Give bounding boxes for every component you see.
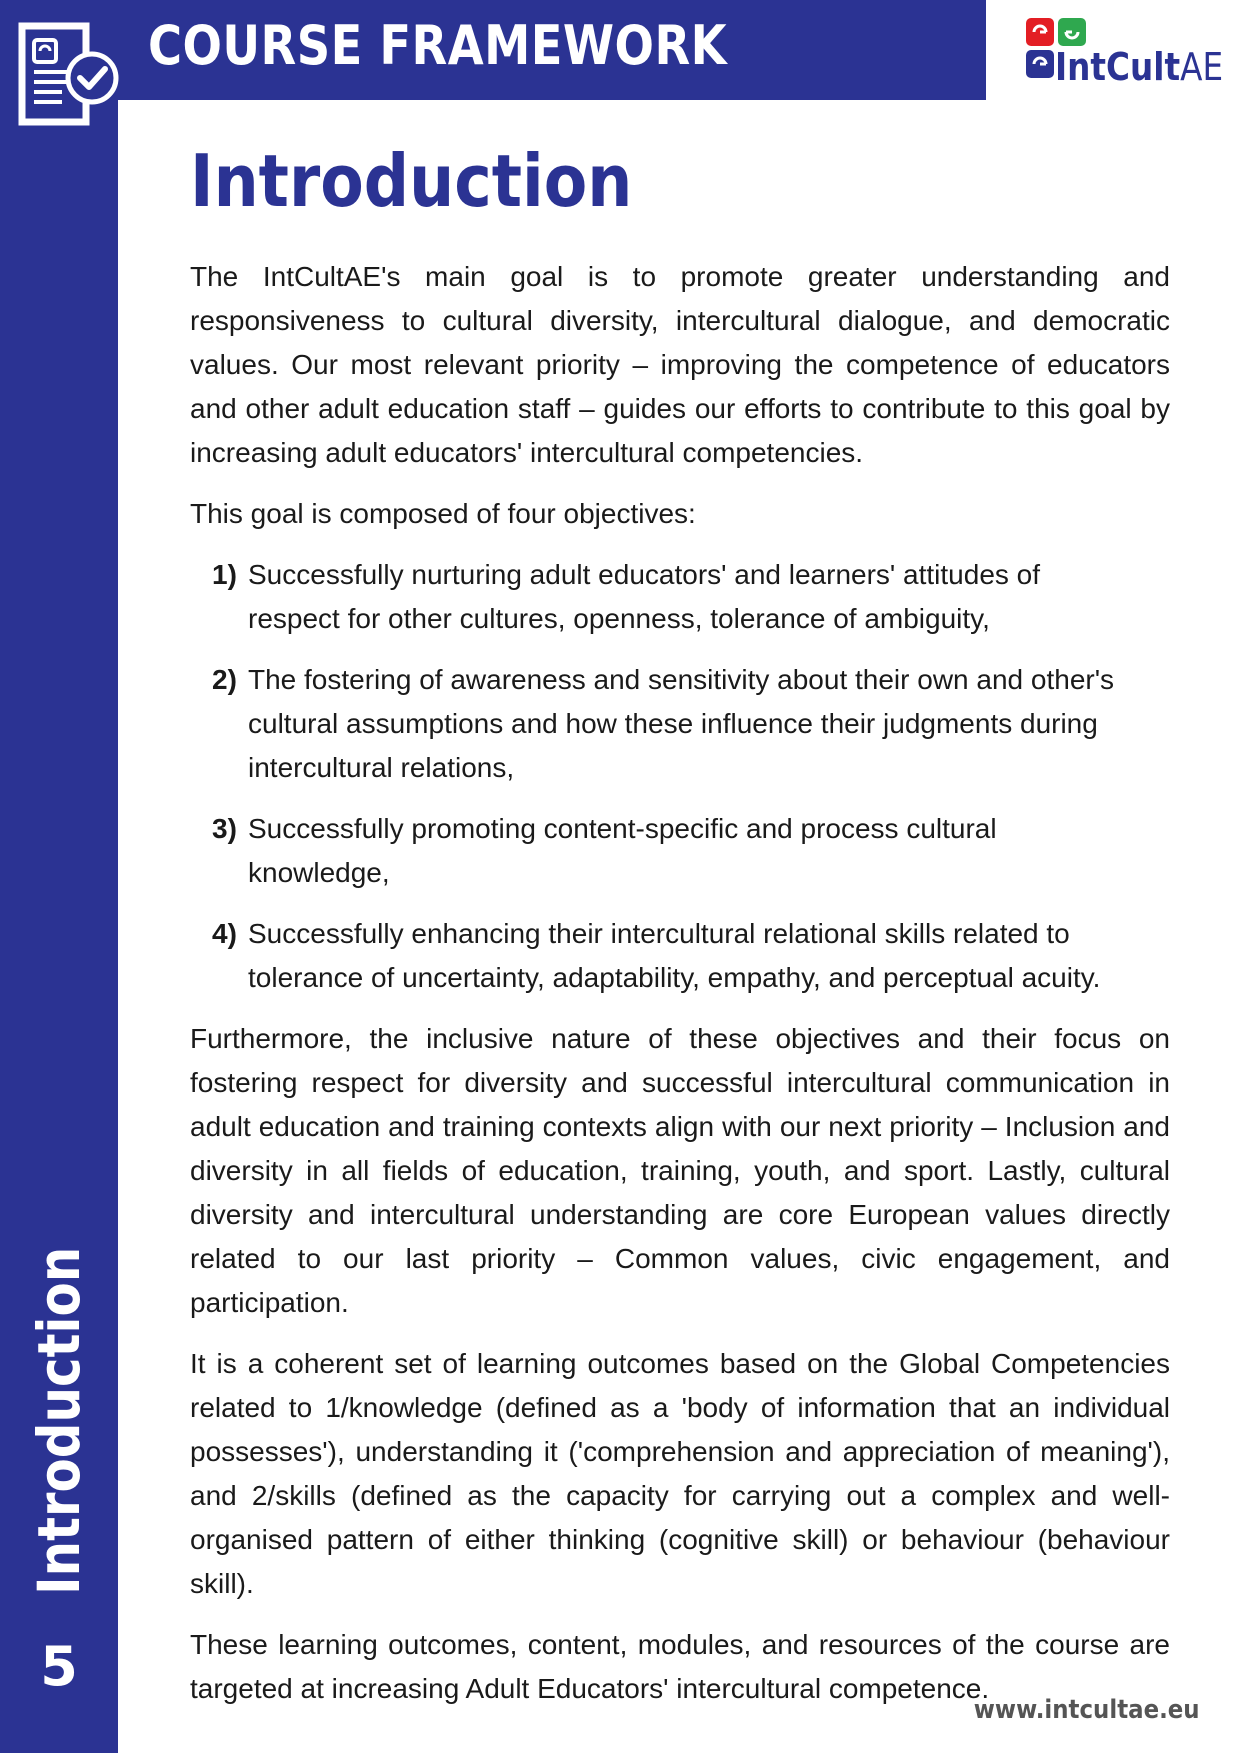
checklist-document-icon <box>18 22 120 130</box>
logo-text <box>1055 45 1224 89</box>
objective-text: The fostering of awareness and sensitivity about their own and other's cultural assumptions and how these influence their judgments during intercultural relations, <box>248 664 1115 783</box>
page-title: Introduction <box>190 139 633 223</box>
objective-item <box>190 553 1170 641</box>
objective-number: 2) <box>212 664 237 695</box>
page-number: 5 <box>40 1635 78 1698</box>
objective-item <box>190 912 1170 1000</box>
paragraph-objectives-intro: This goal is composed of four objectives: <box>190 498 696 529</box>
footer-url: www.intcultae.eu <box>974 1695 1200 1725</box>
objective-item <box>190 658 1170 790</box>
objective-text: Successfully nurturing adult educators' and learners' attitudes of respect for other cultures, openness, tolerance of ambiguity, <box>248 559 1041 634</box>
objective-number: 1) <box>212 559 237 590</box>
side-section-label <box>25 1190 93 1595</box>
objective-item <box>190 807 1170 895</box>
paragraph-intro: The IntCultAE's main goal is to promote greater understanding and responsiveness to cultural diversity, intercultural dialogue, and democratic values. Our most relevant priority – improving the competence of educators and other adult education staff – guides our efforts to contribute to this goal by increasing adult educators' intercultural competencies. <box>190 261 1170 468</box>
objective-number: 3) <box>212 813 237 844</box>
objectives-list <box>190 553 1170 1000</box>
header-title: COURSE FRAMEWORK <box>148 14 728 77</box>
logo-text-light: AE <box>1180 45 1224 89</box>
paragraph-learning-outcomes: It is a coherent set of learning outcomes based on the Global Competencies related to 1/knowledge (defined as a 'body of information that an individual possesses'), understanding it ('comprehension and appreciation of meaning'), and 2/skills (defined as the capacity for carrying out a complex and well-organised pattern of either thinking (cognitive skill) or behaviour (behaviour skill). <box>190 1348 1170 1599</box>
logo-text-bold: IntCult <box>1055 45 1181 89</box>
side-section-label-text: Introduction <box>25 1246 93 1595</box>
objective-text: Successfully enhancing their intercultural relational skills related to tolerance of uncertainty, adaptability, empathy, and perceptual acuity. <box>248 918 1101 993</box>
objective-text: Successfully promoting content-specific and process cultural knowledge, <box>248 813 997 888</box>
objective-number: 4) <box>212 918 237 949</box>
paragraph-inclusion: Furthermore, the inclusive nature of these objectives and their focus on fostering respect for diversity and successful intercultural communication in adult education and training contexts align with our next priority – Inclusion and diversity in all fields of education, training, youth, and sport. Lastly, cultural diversity and intercultural understanding are core European values directly related to our last priority – Common values, civic engagement, and participation. <box>190 1023 1170 1318</box>
main-content <box>190 255 1170 1728</box>
paragraph-targets: These learning outcomes, content, modules, and resources of the course are targeted at increasing Adult Educators' intercultural competence. <box>190 1629 1170 1704</box>
intcultae-logo <box>1026 18 1224 89</box>
